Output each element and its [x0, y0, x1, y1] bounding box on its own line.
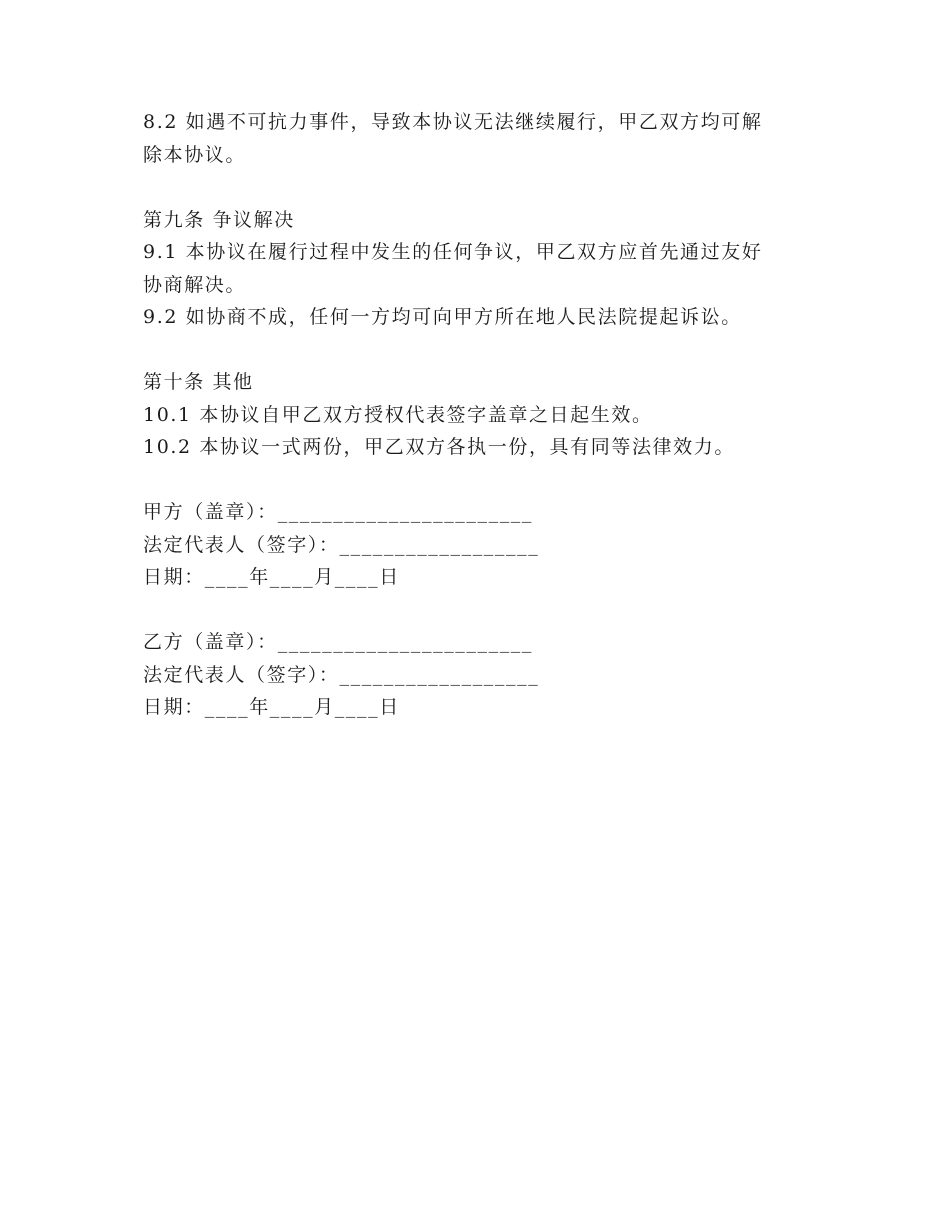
section-9-heading: 第九条 争议解决: [143, 208, 295, 231]
paragraph-spacer: [143, 594, 823, 627]
party-a-date-line: 日期：____年____月____日: [143, 566, 400, 588]
clause-9-2: 9.2 如协商不成，任何一方均可向甲方所在地人民法院提起诉讼。: [143, 306, 742, 328]
document-body: [143, 106, 823, 724]
paragraph-spacer: [143, 334, 823, 367]
party-a-seal-line: 甲方（盖章）：_______________________: [143, 501, 534, 523]
clause-9-1-line-1: 9.1 本协议在履行过程中发生的任何争议，甲乙双方应首先通过友好: [143, 241, 763, 263]
party-b-representative-line: 法定代表人（签字）：__________________: [143, 663, 540, 686]
party-b-date-line: 日期：____年____月____日: [143, 696, 400, 718]
paragraph-spacer: [143, 464, 823, 497]
section-10-heading: 第十条 其他: [143, 371, 254, 393]
paragraph-spacer: [143, 171, 823, 204]
party-b-seal-line: 乙方（盖章）：_______________________: [143, 631, 534, 653]
clause-9-1-line-2: 协商解决。: [143, 273, 247, 296]
party-a-representative-line: 法定代表人（签字）：__________________: [143, 533, 540, 556]
clause-8-2-line-2: 除本协议。: [143, 143, 247, 166]
clause-8-2-line-1: 8.2 如遇不可抗力事件，导致本协议无法继续履行，甲乙双方均可解: [143, 111, 763, 133]
clause-10-2: 10.2 本协议一式两份，甲乙双方各执一份，具有同等法律效力。: [143, 436, 735, 458]
clause-10-1: 10.1 本协议自甲乙双方授权代表签字盖章之日起生效。: [143, 403, 653, 426]
